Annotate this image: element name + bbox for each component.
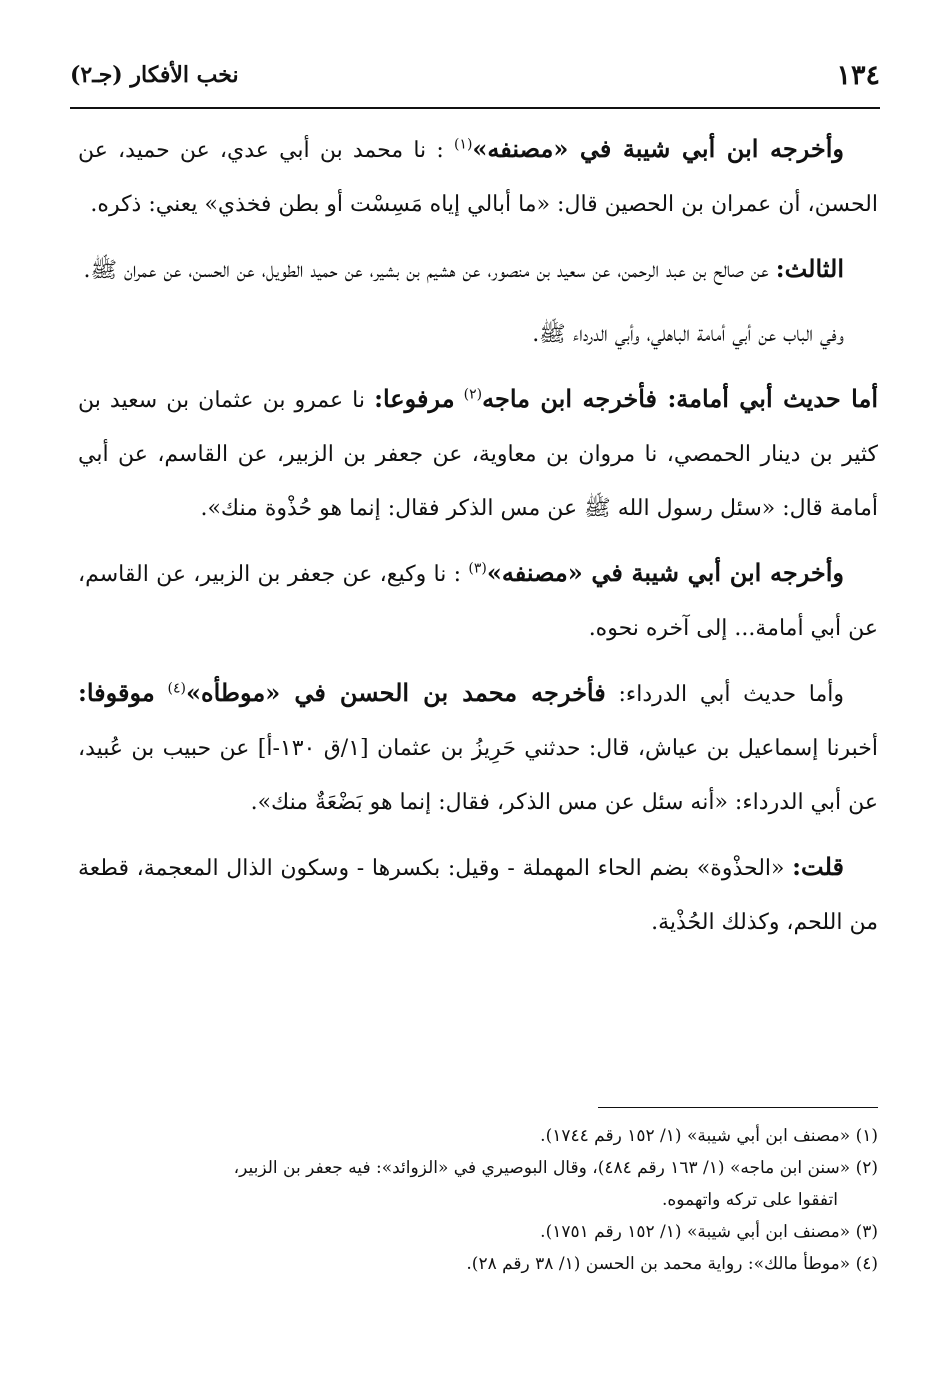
footnote-3 (78, 1216, 878, 1248)
paragraph-text: «الحذْوة» بضم الحاء المهملة - وقيل: بكسرها - وسكون الذال المعجمة، قطعة من اللحم، وكذلك الحُذْية. (78, 856, 878, 935)
paragraph-text: : نا محمد بن أبي عدي، عن حميد، عن الحسن، أن عمران بن الحصين قال: «ما أبالي إياه مَسِسْت أو بطن فخذي» يعني: ذكره. (78, 138, 878, 217)
paragraph-lead: فأخرجه محمد بن الحسن في «موطأه» (186, 678, 606, 707)
running-title: نخب الأفكار (جـ٢) (70, 62, 239, 88)
main-text (78, 122, 878, 960)
footnote-mark: (٣) (468, 560, 487, 577)
paragraph-lead: أما حديث أبي أمامة: فأخرجه ابن ماجه (482, 384, 879, 413)
footnote-rule (598, 1107, 878, 1108)
paragraph-lead: الثالث: (775, 254, 844, 283)
paragraph-abu-umama-hadith (78, 372, 878, 536)
footnote-2-continuation: اتفقوا على تركه واتهموه. (661, 1190, 838, 1210)
footnote-number: (٣) (855, 1222, 878, 1242)
paragraph-pre: وأما حديث أبي الدرداء: (618, 682, 845, 707)
footnote-number: (٤) (855, 1254, 878, 1274)
footnote-text: «موطأ مالك»: رواية محمد بن الحسن (١/ ٣٨ رقم ٢٨). (466, 1254, 851, 1274)
footnote-text: «مصنف ابن أبي شيبة» (١/ ١٥٢ رقم ١٧٤٤). (540, 1126, 851, 1146)
footnote-text: «سنن ابن ماجه» (١/ ١٦٣ رقم ٤٨٤)، وقال البوصيري في «الزوائد»: فيه جعفر بن الزبير، (233, 1158, 851, 1178)
paragraph-ibn-abi-shayba-2 (78, 546, 878, 656)
footnote-mark: (٤) (167, 680, 186, 697)
footnote-4 (78, 1248, 878, 1280)
footnote-1 (78, 1120, 878, 1152)
paragraph-text: نا عمرو بن عثمان بن سعيد بن كثير بن دينار الحمصي، نا مروان بن معاوية، عن جعفر بن الزبير، عن القاسم، عن أبي أمامة قال: «سئل رسول الله ﷺ عن مس الذكر فقال: إنما هو حُذْوة منك». (78, 388, 878, 521)
paragraph-text: عن صالح بن عبد الرحمن، عن سعيد بن منصور، عن هشيم بن بشير، عن حميد الطويل، عن الحسن، عن عمران ﷺ. (83, 258, 769, 283)
paragraph-lead: وأخرجه ابن أبي شيبة في «مصنفه» (472, 134, 844, 163)
page-number: ١٣٤ (836, 60, 880, 91)
paragraph-lead: وأخرجه ابن أبي شيبة في «مصنفه» (486, 558, 845, 587)
paragraph-text: وفي الباب عن أبي أمامة الباهلي، وأبي الدرداء ﷺ. (532, 322, 844, 347)
paragraph-in-the-chapter (78, 308, 878, 362)
paragraph-lead-2: مرفوعا: (374, 384, 455, 413)
footnotes (78, 1120, 878, 1280)
paragraph-lead: قلت: (792, 852, 845, 881)
footnote-text: «مصنف ابن أبي شيبة» (١/ ١٥٢ رقم ١٧٥١). (540, 1222, 851, 1242)
paragraph-text: أخبرنا إسماعيل بن عياش، قال: حدثني حَرِيزُ بن عثمان [١/ق ١٣٠-أ] عن حبيب بن عُبيد، عن أبي الدرداء: «أنه سئل عن مس الذكر، فقال: إنما هو بَضْعَةٌ منك». (78, 736, 878, 815)
paragraph-ibn-abi-shayba-1 (78, 122, 878, 232)
paragraph-third-chain (78, 242, 878, 298)
footnote-2 (78, 1152, 878, 1184)
paragraph-text: : نا وكيع، عن جعفر بن الزبير، عن القاسم، عن أبي أمامة... إلى آخره نحوه. (78, 562, 878, 641)
page-header (70, 60, 880, 96)
paragraph-commentary (78, 840, 878, 950)
header-rule (70, 107, 880, 109)
footnote-number: (٢) (855, 1158, 878, 1178)
footnote-number: (١) (855, 1126, 878, 1146)
footnote-mark: (٢) (463, 386, 483, 403)
paragraph-abu-darda-hadith (78, 666, 878, 830)
paragraph-lead-2: موقوفا: (78, 678, 155, 707)
footnote-mark: (١) (453, 136, 473, 153)
